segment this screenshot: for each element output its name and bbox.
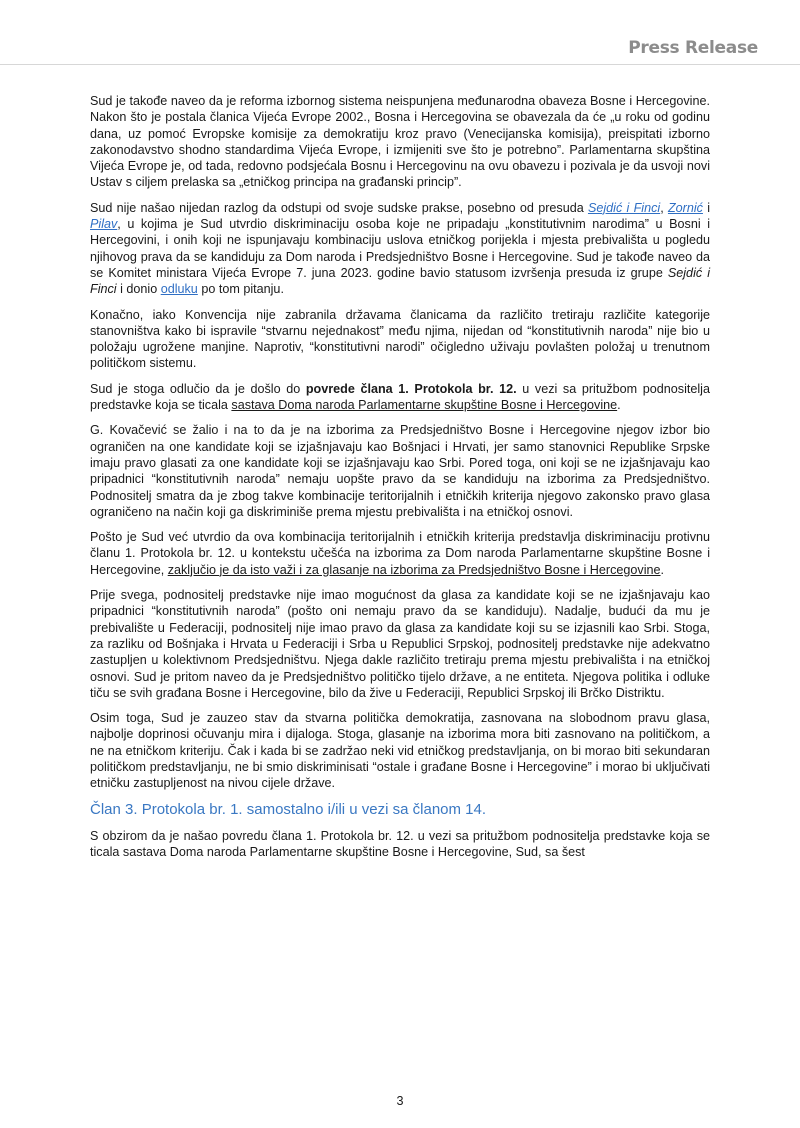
link-pilav[interactable]: Pilav: [90, 217, 118, 232]
paragraph-political-democracy: Osim toga, Sud je zauzeo stav da stvarna politička demokratija, zasnovana na slobodnom pravu glasa, najbolje doprinosi očuvanju mira i dijaloga. Stoga, glasanje na izborima mora biti zasnovano na političkom, a ne na etničkom kriteriju. Čak i kada bi se zadržao neki vid etničkog predstavljanja, on bi morao biti sekundaran političkom predstavljanju, ne bi smio diskriminisati “ostale i građane Bosne i Hercegovine” i morao bi uključivati etničku zastupljenost na nivou cijele države.: [90, 711, 710, 791]
paragraph-article-3: S obzirom da je našao povredu člana 1. Protokola br. 12. u vezi sa pritužbom podnositelja predstavke koja se ticala sastava Doma naroda Parlamentarne skupštine Bosne i Hercegovine, Sud, sa šest: [90, 828, 710, 859]
paragraph-violation-finding: Sud je stoga odlučio da je došlo do povrede člana 1. Protokola br. 12. u vezi sa pritužbom podnositelja predstavke koja se ticala sastava Doma naroda Parlamentarne skupštine Bosne i Hercegovine.: [90, 381, 710, 413]
link-zornic[interactable]: Zornić: [667, 200, 703, 215]
paragraph-presidency-complaint: G. Kovačević se žalio i na to da je na izborima za Predsjedništvo Bosne i Hercegovine njegov izbor bio ograničen na one kandidate koji se izjašnjavaju kao Bošnjaci i Hrvati, jer samo stanovnici Republike Srpske imaju pravo glasati za one kandidate koji se izjašnjavaju kao Srbi. Pored toga, oni koji se ne izjašnjavaju kao pripadnici “konstitutivnih naroda” nemaju uopšte pravo da se kandiduju na izborima za Predsjedništvo. Podnositelj smatra da je zbog takve kombinacije teritorijalnih i etničkih kriterija njegovo zakonsko pravo glasa ograničeno na način koji ga diskriminiše prema mjestu prebivališta i na etničkoj osnovi.: [90, 423, 710, 519]
link-sejdic-finci[interactable]: Sejdić i Finci: [587, 200, 661, 215]
paragraph-presidency-conclusion: Pošto je Sud već utvrdio da ova kombinacija teritorijalnih i etničkih kriterija predstavlja diskriminaciju protivnu članu 1. Protokola br. 12. u kontekstu učešća na izborima za Dom naroda Parlamentarne skupštine Bosne i Hercegovine, zaključio je da isto važi i za glasanje na izborima za Predsjedništvo Bosne i Hercegovine.: [90, 530, 710, 577]
document-body: [90, 93, 710, 869]
page-number: 3: [396, 1094, 404, 1108]
paragraph-constituent-peoples: Konačno, iako Konvencija nije zabranila državama članicama da različito tretiraju različite kategorije stanovništva kako bi ispravile “stvarnu nejednakost” među njima, nijedan od “konstitutivnih naroda” nije bio u položaju ugrožene manjine. Naprotiv, “konstitutivni narodi” očigledno uživaju povlašten položaj u trenutnom političkom sistemu.: [90, 307, 710, 371]
paragraph-case-law: Sud nije našao nijedan razlog da odstupi od svoje sudske prakse, posebno od presuda Sejdić i Finci, Zornić i Pilav, u kojima je Sud utvrdio diskriminaciju osoba koje ne pripadaju „konstitutivnim narodima” u Bosni i Hercegovini, i onih koji ne ispunjavaju kombinaciju uslova etničkog porijekla i mjesta prebivališta u pogledu njihovog prava da se kandiduju za Dom naroda i Predsjedništvo Bosne i Hercegovine. Sud je takođe naveo da se Komitet ministara Vijeća Evrope 7. juna 2023. godine bavio statusom izvršenja presuda iz grupe Sejdić i Finci i donio odluku po tom pitanju.: [90, 200, 711, 297]
document-header-title: Press Release: [628, 38, 758, 58]
header-divider: [0, 64, 800, 65]
link-decision[interactable]: odluku: [160, 282, 198, 297]
paragraph-voting-rights: Prije svega, podnositelj predstavke nije imao mogućnost da glasa za kandidate koji se ne izjašnjavaju kao pripadnici “konstitutivnih naroda” (pošto oni nemaju pravo da se kandiduju). Nadalje, budući da mu je prebivalište u Federaciji, podnositelj nije imao pravo da glasa za kandidate koji su se izjasnili kao Srbi. Stoga, za razliku od Bošnjaka i Hrvata u Federaciji i Srba u Republici Srpskoj, podnositelj predstavke nije adekvatno zastupljen u kolektivnom Predsjedništvu. Njega dakle različito tretiraju prema mjestu prebivališta i na etničkoj osnovi. Sud je pritom naveo da je Predsjedništvo političko tijelo države, a ne entiteta. Njegova politika i odluke tiču se svih građana Bosne i Hercegovine, bilo da žive u Federaciji, Republici Srpskoj ili Brčko Distriktu.: [90, 588, 710, 700]
paragraph-electoral-reform: Sud je takođe naveo da je reforma izbornog sistema neispunjena međunarodna obaveza Bosne i Hercegovine. Nakon što je postala članica Vijeća Evrope 2002., Bosna i Hercegovina se obavezala da će „u roku od godinu dana, uz pomoć Evropske komisije za demokratiju kroz pravo (Venecijanska komisija), preispitati izborno zakonodavstvo shodno standardima Vijeća Evrope, i izmijeniti sve što je potrebno”. Parlamentarna skupština Vijeća Evrope je, od tada, redovno podsjećala Bosnu i Hercegovinu na ovu obavezu i pozivala je da usvoji novi Ustav s ciljem prelaska sa „etničkog principa na građanski princip”.: [90, 94, 710, 190]
section-heading: Član 3. Protokola br. 1. samostalno i/ili u vezi sa članom 14.: [90, 800, 487, 818]
